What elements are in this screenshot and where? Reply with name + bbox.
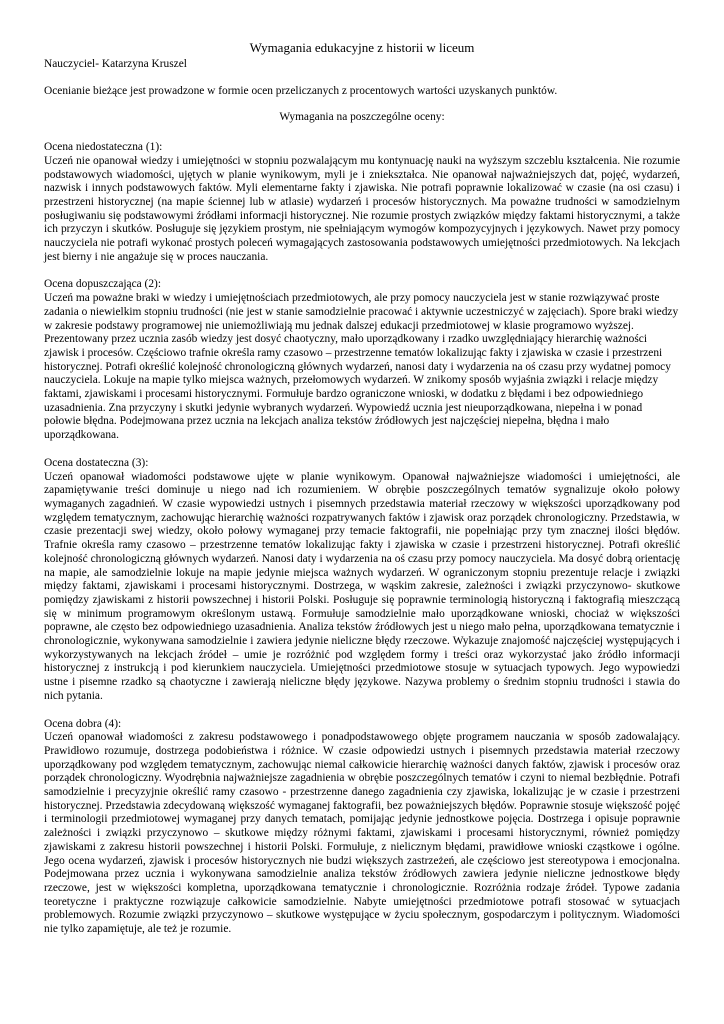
grade-section-satisfactory <box>44 457 680 704</box>
document-title: Wymagania edukacyjne z historii w liceum <box>249 40 475 55</box>
requirements-heading: Wymagania na poszczególne oceny: <box>279 111 445 124</box>
grade-description: Uczeń ma poważne braki w wiedzy i umiejętnościach przedmiotowych, ale przy pomocy nauczyciela jest w stanie rozwiązywać proste zadania o niewielkim stopniu trudności (nie jest w stanie samodzielnie pracować i aktywnie uczestniczyć w zajęciach). Spore braki wiedzy w zakresie podstawy programowej nie uniemożliwiają mu jednak dalszej edukacji przedmiotowej w klasie programowo wyższej. Prezentowany przez ucznia zasób wiedzy jest dosyć chaotyczny, mało uporządkowany i rzadko uwzględniający hierarchię ważności zjawisk i procesów. Częściowo trafnie określa ramy czasowo – przestrzenne tematów lokalizując fakty i zjawiska w czasie i przestrzeni historycznej. Potrafi określić kolejność chronologiczną głównych wydarzeń, nanosi daty i wydarzenia na oś czasu przy wydatnej pomocy nauczyciela. Lokuje na mapie tylko miejsca ważnych, przełomowych wydarzeń. W znikomy sposób wyjaśnia związki i relacje między faktami, zjawiskami i procesami historycznymi. Formułuje bardzo ograniczone wnioski, w dodatku z błędami i bez odpowiedniego uzasadnienia. Zna przyczyny i skutki jedynie wybranych wydarzeń. Wypowiedź ucznia jest nieuporządkowana, niepełna i w ponad połowie błędna. Podejmowana przez ucznia na lekcjach analiza tekstów źródłowych jest najczęściej niepełna, błędna i mało uporządkowana. <box>44 292 679 442</box>
grade-section-good <box>44 718 680 937</box>
grade-description: Uczeń opanował wiadomości podstawowe ujęte w planie wynikowym. Opanował najważniejsze wiadomości i umiejętności, ale zapamiętywanie treści dominuje u niego nad ich rozumieniem. W obrębie poszczególnych tematów sygnalizuje około połowy wymaganych zagadnień. W czasie wypowiedzi ustnych i pisemnych przedstawia materiał rzeczowy w większości uporządkowany pod względem tematycznym, zachowując hierarchię ważności rozpatrywanych faktów i zjawisk oraz porządek chronologiczny. Przedstawia, w czasie prezentacji swej wiedzy, około połowy wymaganej przy temacie faktografii, nie popełniając przy tym znacznej ilości błędów. Trafnie określa ramy czasowo – przestrzenne tematów lokalizując fakty i zjawiska w czasie i przestrzeni historycznej. Potrafi określić kolejność chronologiczną głównych wydarzeń. Nanosi daty i wydarzenia na oś czasu przy pomocy nauczyciela. Ma dosyć dobrą orientację na mapie, ale samodzielnie lokuje na mapie jedynie miejsca ważnych wydarzeń. W ograniczonym stopniu prezentuje relacje i związki między faktami, zjawiskami i procesami historycznymi. Dostrzega, w wąskim zakresie, zależności i związki przyczynowo- skutkowe pomiędzy zjawiskami z historii powszechnej i historii Polski. Posługuje się poprawnie terminologią historyczną i faktografią mieszczącą się w minimum programowym określonym ustawą. Formułuje samodzielnie mało uporządkowane wnioski, chociaż w większości poprawne, ale często bez odpowiedniego uzasadnienia. Analiza tekstów źródłowych jest u niego mało pełna, uporządkowana tematycznie i chronologicznie, wykonywana samodzielnie i zawiera jedynie nieliczne błędy rzeczowe. Wykazuje znajomość najczęściej występujących i wykorzystywanych na lekcjach źródeł – umie je rozróżnić pod względem formy i treści oraz wykorzystać jako źródło informacji historycznej z instrukcją i pod kierunkiem nauczyciela. Umiejętności przedmiotowe stosuje w sytuacjach typowych. Jego wypowiedzi ustne i pisemne rzadko są chaotyczne i zawierają nieliczne błędy językowe. Nazywa problemy o średnim stopniu trudności i stawia do nich pytania. <box>44 470 680 702</box>
grade-description: Uczeń opanował wiadomości z zakresu podstawowego i ponadpodstawowego objęte programem nauczania w sposób zadowalający. Prawidłowo rozumuje, dostrzega podobieństwa i różnice. W czasie odpowiedzi ustnych i pisemnych przedstawia materiał rzeczowy uporządkowany pod względem tematycznym, zachowując niemal całkowicie hierarchię ważności danych faktów, zjawisk i procesów oraz porządek chronologiczny. Wyodrębnia najważniejsze zagadnienia w obrębie poszczególnych tematów i czyni to niemal bezbłędnie. Potrafi samodzielnie i precyzyjnie określić ramy czasowo - przestrzenne danego zagadnienia czy zjawiska, lokalizując je w czasie i przestrzeni historycznej. Przedstawia zdecydowaną większość wymaganej faktografii, bez poważniejszych błędów. Poprawnie stosuje większość pojęć i terminologii przedmiotowej wymaganej przy danych tematach, pomijając jedynie jednostkowe pojęcia. Dostrzega i opisuje poprawnie zależności i związki przyczynowo – skutkowe między różnymi faktami, zjawiskami i procesami historycznymi, również pomiędzy zjawiskami z zakresu historii powszechnej i historii Polski. Formułuje, z nielicznym błędami, prawidłowe wnioski cząstkowe i ogólne. Jego ocena wydarzeń, zjawisk i procesów historycznych nie budzi większych zastrzeżeń, ale częściowo jest stereotypowa i emocjonalna. Podejmowana przez ucznia i wykonywana samodzielnie analiza tekstów źródłowych zawiera jedynie nieliczne jednostkowe błędy rzeczowe, jest w większości kompletna, uporządkowana tematycznie i chronologicznie. Rozróżnia rodzaje źródeł. Typowe zadania teoretyczne i praktyczne rozwiązuje całkowicie samodzielnie. Nabyte umiejętności przedmiotowe potrafi stosować w sytuacjach problemowych. Rozumie związki przyczynowo – skutkowe występujące w życiu społecznym, gospodarczym i politycznym. Wiadomości nie tylko zapamiętuje, ale też je rozumie. <box>44 731 680 936</box>
document-page <box>44 40 680 951</box>
grade-description: Uczeń nie opanował wiedzy i umiejętności w stopniu pozwalającym mu kontynuację nauki na wyższym szczeblu kształcenia. Nie rozumie podstawowych wiadomości, ujętych w planie wynikowym, myli je i zniekształca. Nie opanował najważniejszych dat, pojęć, wydarzeń, nazwisk i innych podstawowych faktów. Myli elementarne fakty i zjawiska. Nie potrafi poprawnie lokalizować w czasie (na osi czasu) i przestrzeni historycznej (na mapie ściennej lub w atlasie) wydarzeń i procesów historycznych. Ma poważne trudności w samodzielnym posługiwaniu się podstawowymi źródłami informacji historycznej. Nie rozumie prostych związków między faktami historycznymi, a także ich przyczyn i skutków. Posługuje się językiem prostym, nie spełniającym wymogów kompozycyjnych i językowych. Nawet przy pomocy nauczyciela nie potrafi wykonać prostych poleceń wymagających zastosowania podstawowych umiejętności przedmiotowych. Na lekcjach jest bierny i nie angażuje się w proces nauczania. <box>44 154 680 263</box>
grade-label: Ocena dobra (4): <box>44 717 122 730</box>
grade-section-sufficient <box>44 278 680 442</box>
grade-label: Ocena dostateczna (3): <box>44 456 149 469</box>
teacher-name: Nauczyciel- Katarzyna Kruszel <box>44 58 187 70</box>
intro-paragraph: Ocenianie bieżące jest prowadzone w formie ocen przeliczanych z procentowych wartości uzyskanych punktów. <box>44 84 558 97</box>
grade-label: Ocena dopuszczająca (2): <box>44 278 161 291</box>
grade-label: Ocena niedostateczna (1): <box>44 141 163 154</box>
grade-section-insufficient <box>44 141 680 264</box>
